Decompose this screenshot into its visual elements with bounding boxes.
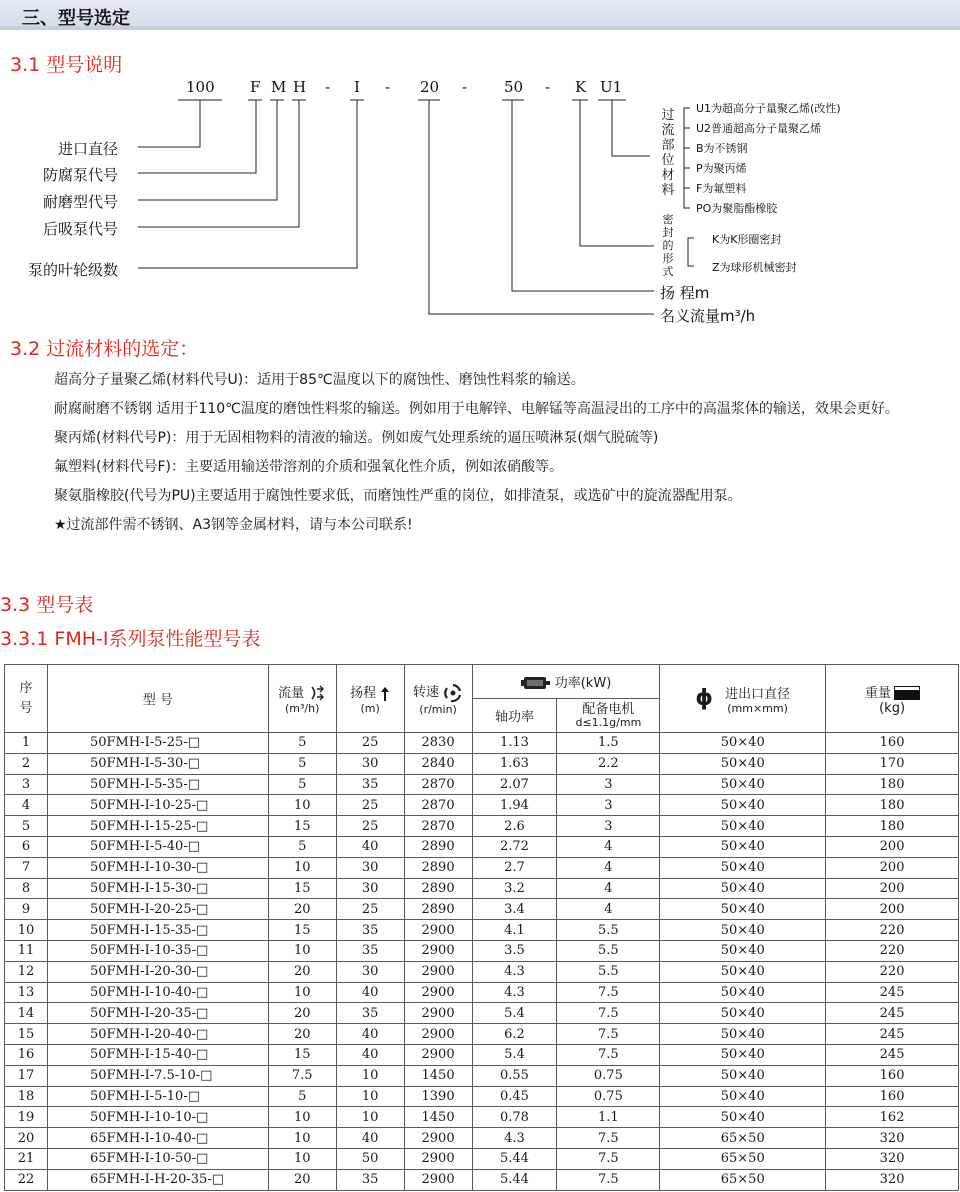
token-u1: U1: [600, 78, 623, 96]
row-shaft-power-cell: 5.44: [472, 1148, 557, 1169]
table-row: [5, 795, 959, 816]
row-model-cell: 50FMH-I-5-40-□: [47, 836, 268, 857]
row-head-cell: 25: [336, 899, 404, 920]
row-head-cell: 30: [336, 961, 404, 982]
row-model-cell: 50FMH-I-10-25-□: [47, 795, 268, 816]
row-flow-cell: 5: [268, 836, 336, 857]
row-model-cell: 50FMH-I-10-30-□: [47, 857, 268, 878]
row-model-cell: 50FMH-I-5-30-□: [47, 753, 268, 774]
row-seq-cell: 16: [5, 1044, 48, 1065]
row-weight-cell: 245: [826, 1024, 959, 1045]
row-flow-cell: 20: [268, 961, 336, 982]
row-weight-cell: 320: [826, 1148, 959, 1169]
token-k: K: [575, 78, 587, 96]
table-row: [5, 816, 959, 837]
row-motor-cell: 4: [557, 899, 660, 920]
row-motor-cell: 1.5: [557, 733, 660, 754]
row-motor-cell: 5.5: [557, 920, 660, 941]
row-diameter-cell: 50×40: [660, 857, 826, 878]
header-seq: 序号: [5, 665, 48, 733]
row-shaft-power-cell: 1.13: [472, 733, 557, 754]
header-weight: [826, 665, 959, 733]
row-motor-cell: 0.75: [557, 1086, 660, 1107]
row-model-cell: 50FMH-I-10-35-□: [47, 940, 268, 961]
seal-item-z: Z为球形机械密封: [712, 261, 797, 274]
table-row: [5, 1107, 959, 1128]
row-diameter-cell: 65×50: [660, 1128, 826, 1149]
row-shaft-power-cell: 3.5: [472, 940, 557, 961]
row-shaft-power-cell: 5.44: [472, 1169, 557, 1190]
row-diameter-cell: 65×50: [660, 1169, 826, 1190]
token-f: F: [250, 78, 261, 96]
header-shaft-power: 轴功率: [472, 699, 557, 733]
table-row: [5, 878, 959, 899]
token-dash-3: -: [462, 78, 468, 96]
row-shaft-power-cell: 2.7: [472, 857, 557, 878]
table-row: [5, 920, 959, 941]
section-header-bar: [0, 0, 960, 30]
row-seq-cell: 15: [5, 1024, 48, 1045]
heading-3-3-1: 3.3.1 FMH-I系列泵性能型号表: [0, 628, 261, 650]
row-model-cell: 50FMH-I-15-30-□: [47, 878, 268, 899]
row-head-cell: 30: [336, 753, 404, 774]
row-flow-cell: 20: [268, 1169, 336, 1190]
header-flow-unit: (m³/h): [285, 702, 320, 716]
row-motor-cell: 7.5: [557, 1169, 660, 1190]
row-speed-cell: 2900: [404, 1003, 472, 1024]
header-weight-label: 重量: [864, 685, 891, 701]
header-motor: [557, 699, 660, 733]
row-diameter-cell: 50×40: [660, 961, 826, 982]
label-wearresistant-code: 耐磨型代号: [43, 193, 119, 211]
row-weight-cell: 245: [826, 1003, 959, 1024]
row-head-cell: 10: [336, 1086, 404, 1107]
row-seq-cell: 14: [5, 1003, 48, 1024]
row-diameter-cell: 50×40: [660, 899, 826, 920]
row-motor-cell: 7.5: [557, 1003, 660, 1024]
material-item-b: B为不锈钢: [696, 142, 748, 155]
row-flow-cell: 10: [268, 795, 336, 816]
header-flow-label: 流量: [278, 685, 305, 701]
row-head-cell: 25: [336, 795, 404, 816]
row-head-cell: 10: [336, 1107, 404, 1128]
row-weight-cell: 220: [826, 920, 959, 941]
label-inlet-diameter: 进口直径: [58, 140, 119, 158]
row-seq-cell: 2: [5, 753, 48, 774]
row-speed-cell: 2900: [404, 920, 472, 941]
heading-3-2: 3.2 过流材料的选定：: [10, 338, 199, 360]
row-weight-cell: 320: [826, 1128, 959, 1149]
row-shaft-power-cell: 4.3: [472, 961, 557, 982]
speed-icon: [443, 683, 463, 703]
para-fluoroplastic: 氟塑料(材料代号F)：主要适用输送带溶剂的介质和强氧化性介质，例如浓硝酸等。: [54, 459, 563, 475]
row-seq-cell: 3: [5, 774, 48, 795]
row-head-cell: 30: [336, 878, 404, 899]
material-item-f: F为氟塑料: [696, 182, 747, 195]
row-motor-cell: 5.5: [557, 961, 660, 982]
row-seq-cell: 13: [5, 982, 48, 1003]
model-code-diagram: [0, 70, 960, 330]
header-power-label: 功率(kW): [554, 675, 612, 691]
row-weight-cell: 180: [826, 816, 959, 837]
row-flow-cell: 15: [268, 878, 336, 899]
section-title: 三、型号选定: [22, 8, 130, 29]
row-seq-cell: 21: [5, 1148, 48, 1169]
table-row: [5, 1003, 959, 1024]
row-head-cell: 35: [336, 1003, 404, 1024]
table-row: [5, 1044, 959, 1065]
row-seq-cell: 8: [5, 878, 48, 899]
row-motor-cell: 7.5: [557, 1024, 660, 1045]
row-flow-cell: 10: [268, 1107, 336, 1128]
row-seq-cell: 6: [5, 836, 48, 857]
row-weight-cell: 160: [826, 1065, 959, 1086]
row-weight-cell: 320: [826, 1169, 959, 1190]
row-model-cell: 50FMH-I-15-35-□: [47, 920, 268, 941]
row-model-cell: 50FMH-I-20-35-□: [47, 1003, 268, 1024]
row-head-cell: 10: [336, 1065, 404, 1086]
row-motor-cell: 7.5: [557, 982, 660, 1003]
row-head-cell: 35: [336, 920, 404, 941]
row-diameter-cell: 50×40: [660, 1003, 826, 1024]
row-weight-cell: 160: [826, 1086, 959, 1107]
row-seq-cell: 12: [5, 961, 48, 982]
row-speed-cell: 2840: [404, 753, 472, 774]
label-nominal-flow: 名义流量m³/h: [660, 307, 756, 325]
token-i: I: [354, 78, 360, 96]
row-flow-cell: 15: [268, 920, 336, 941]
row-diameter-cell: 50×40: [660, 733, 826, 754]
row-shaft-power-cell: 0.55: [472, 1065, 557, 1086]
row-shaft-power-cell: 2.07: [472, 774, 557, 795]
row-flow-cell: 10: [268, 1128, 336, 1149]
header-motor-note: d≤1.1g/mm: [575, 715, 642, 729]
row-diameter-cell: 50×40: [660, 836, 826, 857]
row-shaft-power-cell: 3.4: [472, 899, 557, 920]
row-shaft-power-cell: 0.45: [472, 1086, 557, 1107]
row-speed-cell: 2890: [404, 836, 472, 857]
row-shaft-power-cell: 4.1: [472, 920, 557, 941]
row-speed-cell: 2890: [404, 878, 472, 899]
row-seq-cell: 10: [5, 920, 48, 941]
row-model-cell: 50FMH-I-5-35-□: [47, 774, 268, 795]
header-diameter-unit: (mm×mm): [727, 701, 788, 715]
performance-table: [4, 664, 959, 1191]
table-row: [5, 733, 959, 754]
row-speed-cell: 2890: [404, 857, 472, 878]
row-motor-cell: 4: [557, 857, 660, 878]
row-shaft-power-cell: 6.2: [472, 1024, 557, 1045]
row-diameter-cell: 50×40: [660, 920, 826, 941]
material-item-p: P为聚丙烯: [696, 162, 747, 175]
token-dash-2: -: [385, 78, 391, 96]
row-shaft-power-cell: 4.3: [472, 1128, 557, 1149]
label-anticorrosion-code: 防腐泵代号: [43, 166, 119, 184]
label-material-vertical: 过流部位材料: [661, 108, 675, 198]
table-row: [5, 836, 959, 857]
row-weight-cell: 180: [826, 795, 959, 816]
row-seq-cell: 11: [5, 940, 48, 961]
row-weight-cell: 170: [826, 753, 959, 774]
row-shaft-power-cell: 5.4: [472, 1044, 557, 1065]
label-head: 扬 程m: [660, 284, 710, 302]
row-head-cell: 50: [336, 1148, 404, 1169]
row-seq-cell: 1: [5, 733, 48, 754]
header-head: [336, 665, 404, 733]
row-speed-cell: 2870: [404, 795, 472, 816]
row-model-cell: 50FMH-I-20-25-□: [47, 899, 268, 920]
row-weight-cell: 200: [826, 836, 959, 857]
row-diameter-cell: 50×40: [660, 753, 826, 774]
row-motor-cell: 4: [557, 836, 660, 857]
row-seq-cell: 19: [5, 1107, 48, 1128]
row-shaft-power-cell: 5.4: [472, 1003, 557, 1024]
row-head-cell: 35: [336, 774, 404, 795]
table-row: [5, 857, 959, 878]
row-diameter-cell: 50×40: [660, 940, 826, 961]
token-20: 20: [420, 78, 440, 96]
header-speed: [404, 665, 472, 733]
row-motor-cell: 3: [557, 795, 660, 816]
row-diameter-cell: 50×40: [660, 1044, 826, 1065]
table-row: [5, 1065, 959, 1086]
materials-paragraphs: [10, 366, 955, 540]
header-diameter: [660, 665, 826, 733]
row-flow-cell: 5: [268, 1086, 336, 1107]
row-head-cell: 25: [336, 733, 404, 754]
row-weight-cell: 220: [826, 940, 959, 961]
row-flow-cell: 10: [268, 857, 336, 878]
row-seq-cell: 5: [5, 816, 48, 837]
row-flow-cell: 15: [268, 816, 336, 837]
table-row: [5, 774, 959, 795]
row-motor-cell: 1.1: [557, 1107, 660, 1128]
row-speed-cell: 2870: [404, 774, 472, 795]
label-impeller-stages: 泵的叶轮级数: [28, 261, 119, 279]
row-diameter-cell: 65×50: [660, 1148, 826, 1169]
row-model-cell: 65FMH-I-10-50-□: [47, 1148, 268, 1169]
row-flow-cell: 20: [268, 1003, 336, 1024]
row-speed-cell: 2900: [404, 1148, 472, 1169]
head-arrow-icon: [380, 686, 390, 702]
header-head-unit: (m): [360, 701, 380, 715]
row-seq-cell: 17: [5, 1065, 48, 1086]
row-weight-cell: 200: [826, 878, 959, 899]
row-head-cell: 25: [336, 816, 404, 837]
row-head-cell: 35: [336, 940, 404, 961]
row-head-cell: 40: [336, 836, 404, 857]
header-model: 型 号: [47, 665, 268, 733]
row-motor-cell: 7.5: [557, 1148, 660, 1169]
heading-3-3: 3.3 型号表: [0, 594, 94, 616]
row-flow-cell: 5: [268, 753, 336, 774]
table-row: [5, 1148, 959, 1169]
row-motor-cell: 7.5: [557, 1044, 660, 1065]
table-row: [5, 982, 959, 1003]
row-motor-cell: 0.75: [557, 1065, 660, 1086]
row-motor-cell: 3: [557, 774, 660, 795]
token-m: M: [271, 78, 287, 96]
row-shaft-power-cell: 4.3: [472, 982, 557, 1003]
row-speed-cell: 2900: [404, 1044, 472, 1065]
row-speed-cell: 2900: [404, 1128, 472, 1149]
header-power: [472, 665, 660, 699]
row-flow-cell: 20: [268, 1024, 336, 1045]
row-motor-cell: 4: [557, 878, 660, 899]
diameter-icon: ϕ: [695, 686, 713, 711]
row-speed-cell: 1390: [404, 1086, 472, 1107]
row-head-cell: 40: [336, 1044, 404, 1065]
para-pp: 聚丙烯(材料代号P)：用于无固相物料的清液的输送。例如废气处理系统的逼压喷淋泵(烟气脱硫等): [54, 430, 659, 446]
row-speed-cell: 1450: [404, 1107, 472, 1128]
header-motor-label: 配备电机: [582, 701, 635, 717]
seal-item-k: K为K形圈密封: [712, 233, 782, 246]
row-seq-cell: 18: [5, 1086, 48, 1107]
heading-3-1: 3.1 型号说明: [10, 54, 123, 76]
row-speed-cell: 2900: [404, 1169, 472, 1190]
row-flow-cell: 20: [268, 899, 336, 920]
row-model-cell: 50FMH-I-7.5-10-□: [47, 1065, 268, 1086]
row-diameter-cell: 50×40: [660, 1024, 826, 1045]
token-50: 50: [504, 78, 524, 96]
token-h: H: [293, 78, 307, 96]
row-weight-cell: 162: [826, 1107, 959, 1128]
table-body: [5, 733, 959, 1191]
row-diameter-cell: 50×40: [660, 774, 826, 795]
row-speed-cell: 2830: [404, 733, 472, 754]
token-dash-4: -: [545, 78, 551, 96]
row-seq-cell: 20: [5, 1128, 48, 1149]
row-head-cell: 40: [336, 1128, 404, 1149]
row-seq-cell: 4: [5, 795, 48, 816]
para-note: ★过流部件需不锈钢、A3钢等金属材料，请与本公司联系!: [54, 517, 413, 533]
row-flow-cell: 10: [268, 940, 336, 961]
row-speed-cell: 2890: [404, 899, 472, 920]
row-weight-cell: 180: [826, 774, 959, 795]
row-head-cell: 40: [336, 982, 404, 1003]
row-model-cell: 50FMH-I-5-25-□: [47, 733, 268, 754]
row-weight-cell: 200: [826, 857, 959, 878]
row-speed-cell: 2900: [404, 1024, 472, 1045]
row-diameter-cell: 50×40: [660, 982, 826, 1003]
row-speed-cell: 1450: [404, 1065, 472, 1086]
row-head-cell: 30: [336, 857, 404, 878]
table-row: [5, 940, 959, 961]
row-model-cell: 50FMH-I-5-10-□: [47, 1086, 268, 1107]
material-item-u1: U1为超高分子量聚乙烯(改性): [696, 102, 841, 115]
row-flow-cell: 5: [268, 774, 336, 795]
row-head-cell: 40: [336, 1024, 404, 1045]
row-diameter-cell: 50×40: [660, 1086, 826, 1107]
header-flow: [268, 665, 336, 733]
flow-icon: [308, 684, 326, 702]
row-motor-cell: 5.5: [557, 940, 660, 961]
header-speed-unit: (r/min): [419, 702, 457, 716]
row-weight-cell: 220: [826, 961, 959, 982]
table-row: [5, 753, 959, 774]
row-diameter-cell: 50×40: [660, 878, 826, 899]
row-model-cell: 50FMH-I-10-40-□: [47, 982, 268, 1003]
row-diameter-cell: 50×40: [660, 1107, 826, 1128]
row-shaft-power-cell: 2.6: [472, 816, 557, 837]
token-dash-1: -: [325, 78, 331, 96]
token-100: 100: [186, 78, 215, 96]
row-model-cell: 65FMH-I-10-40-□: [47, 1128, 268, 1149]
row-head-cell: 35: [336, 1169, 404, 1190]
row-shaft-power-cell: 3.2: [472, 878, 557, 899]
row-diameter-cell: 50×40: [660, 1065, 826, 1086]
row-motor-cell: 2.2: [557, 753, 660, 774]
row-weight-cell: 160: [826, 733, 959, 754]
table-row: [5, 1128, 959, 1149]
header-diameter-label: 进出口直径: [725, 686, 791, 702]
material-item-po: PO为聚脂酯橡胶: [696, 202, 778, 215]
weight-icon: [895, 687, 919, 699]
row-diameter-cell: 50×40: [660, 795, 826, 816]
para-pu: 聚氨脂橡胶(代号为PU)主要适用于腐蚀性要求低，而磨蚀性严重的岗位，如排渣泵，或选矿中的旋流器配用泵。: [54, 488, 742, 504]
para-uhmwpe: 超高分子量聚乙烯(材料代号U)：适用于85℃温度以下的腐蚀性、磨蚀性料浆的输送。: [54, 372, 585, 388]
motor-icon: [521, 675, 551, 691]
row-seq-cell: 22: [5, 1169, 48, 1190]
row-flow-cell: 10: [268, 982, 336, 1003]
label-seal-vertical: 密封的形式: [662, 213, 674, 278]
header-head-label: 扬程: [350, 686, 377, 702]
para-stainless: 耐腐耐磨不锈钢 适用于110℃温度的磨蚀性料浆的输送。例如用于电解锌、电解锰等高温浸出的工序中的高温浆体的输送，效果会更好。: [54, 401, 899, 417]
table-row: [5, 899, 959, 920]
row-diameter-cell: 50×40: [660, 816, 826, 837]
row-motor-cell: 7.5: [557, 1128, 660, 1149]
row-model-cell: 50FMH-I-15-40-□: [47, 1044, 268, 1065]
label-rear-suction-code: 后吸泵代号: [43, 220, 119, 238]
row-model-cell: 50FMH-I-20-30-□: [47, 961, 268, 982]
row-speed-cell: 2870: [404, 816, 472, 837]
row-weight-cell: 200: [826, 899, 959, 920]
row-shaft-power-cell: 2.72: [472, 836, 557, 857]
material-item-u2: U2普通超高分子量聚乙烯: [696, 122, 822, 135]
row-flow-cell: 10: [268, 1148, 336, 1169]
row-seq-cell: 7: [5, 857, 48, 878]
row-speed-cell: 2900: [404, 940, 472, 961]
row-flow-cell: 5: [268, 733, 336, 754]
row-motor-cell: 3: [557, 816, 660, 837]
table-row: [5, 1169, 959, 1190]
row-shaft-power-cell: 0.78: [472, 1107, 557, 1128]
row-weight-cell: 245: [826, 982, 959, 1003]
row-speed-cell: 2900: [404, 982, 472, 1003]
table-row: [5, 1086, 959, 1107]
row-model-cell: 50FMH-I-10-10-□: [47, 1107, 268, 1128]
table-row: [5, 961, 959, 982]
row-seq-cell: 9: [5, 899, 48, 920]
row-speed-cell: 2900: [404, 961, 472, 982]
row-flow-cell: 7.5: [268, 1065, 336, 1086]
row-model-cell: 50FMH-I-20-40-□: [47, 1024, 268, 1045]
table-row: [5, 1024, 959, 1045]
header-weight-unit: (kg): [879, 700, 906, 716]
row-weight-cell: 245: [826, 1044, 959, 1065]
row-model-cell: 50FMH-I-15-25-□: [47, 816, 268, 837]
row-flow-cell: 15: [268, 1044, 336, 1065]
row-shaft-power-cell: 1.63: [472, 753, 557, 774]
row-shaft-power-cell: 1.94: [472, 795, 557, 816]
header-speed-label: 转速: [412, 685, 439, 701]
row-model-cell: 65FMH-I-H-20-35-□: [47, 1169, 268, 1190]
